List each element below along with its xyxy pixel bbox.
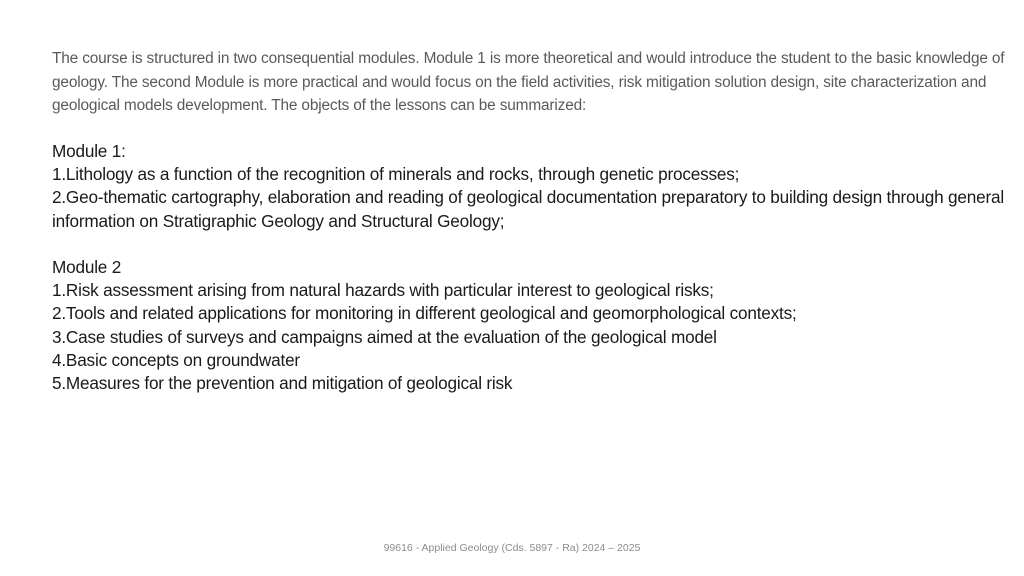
module-2-item-5: 5.Measures for the prevention and mitigation of geological risk [52,373,513,394]
module-2-item-4: 4.Basic concepts on groundwater [52,349,300,370]
module-2-item-2: 2.Tools and related applications for monitoring in different geological and geomorphological contexts; [52,303,797,324]
module-1-item-2: 2.Geo-thematic cartography, elaboration and reading of geological documentation preparatory to building design through general information on Stratigraphic Geology and Structural Geology; [52,187,1004,231]
module-2-item-3: 3.Case studies of surveys and campaigns aimed at the evaluation of the geological model [52,326,717,347]
slide-footer: 99616 - Applied Geology (Cds. 5897 - Ra) 2024 – 2025 [383,542,641,554]
module-2-title: Module 2 [52,257,122,277]
module-1-item-1: 1.Lithology as a function of the recognition of minerals and rocks, through genetic processes; [52,164,740,185]
module-2-item-1: 1.Risk assessment arising from natural hazards with particular interest to geological risks; [52,280,714,301]
module-2-block [52,256,1022,395]
intro-paragraph: The course is structured in two consequential modules. Module 1 is more theoretical and would introduce the student to the basic knowledge of geology. The second Module is more practical and would focus on the field activities, risk mitigation solution design, site characterization and geological models development. The objects of the lessons can be summarized: [52,50,1005,114]
module-1-block [52,140,1022,233]
module-1-title: Module 1: [52,141,126,161]
modules-list [52,140,1022,395]
